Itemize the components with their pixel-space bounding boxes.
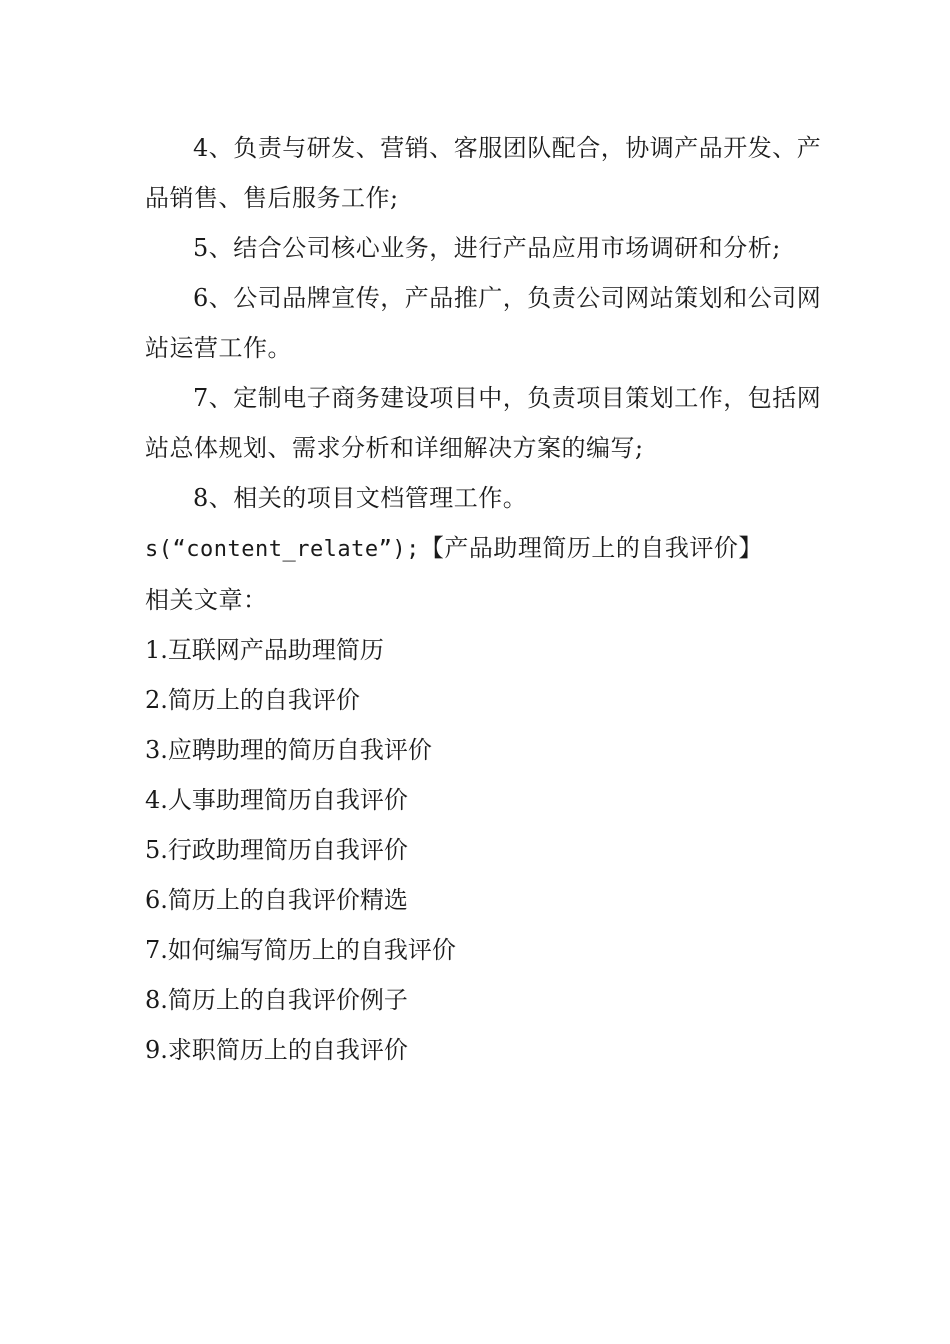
duty-item-6: 6、公司品牌宣传，产品推广，负责公司网站策划和公司网站运营工作。 xyxy=(145,284,822,362)
related-article-link[interactable]: 3.应聘助理的简历自我评价 xyxy=(145,736,432,764)
related-article-link[interactable]: 2.简历上的自我评价 xyxy=(145,686,360,714)
related-article-link[interactable]: 6.简历上的自我评价精选 xyxy=(145,886,408,914)
related-article-link[interactable]: 4.人事助理简历自我评价 xyxy=(145,786,408,814)
related-article-link[interactable]: 8.简历上的自我评价例子 xyxy=(145,986,408,1014)
script-line xyxy=(145,523,825,575)
duty-item-7: 7、定制电子商务建设项目中，负责项目策划工作，包括网站总体规划、需求分析和详细解决方案的编写; xyxy=(145,384,822,462)
duty-item-5: 5、结合公司核心业务，进行产品应用市场调研和分析; xyxy=(193,234,781,262)
document-body xyxy=(145,123,825,1075)
script-code: s(“content_relate”); xyxy=(145,537,420,562)
duty-item-8: 8、相关的项目文档管理工作。 xyxy=(193,484,528,512)
related-article-link[interactable]: 7.如何编写简历上的自我评价 xyxy=(145,936,456,964)
related-heading: 相关文章： xyxy=(145,586,268,614)
related-article-link[interactable]: 9.求职简历上的自我评价 xyxy=(145,1036,408,1064)
related-articles-list xyxy=(145,625,825,1075)
article-title: 【产品助理简历上的自我评价】 xyxy=(419,534,763,562)
related-article-link[interactable]: 1.互联网产品助理简历 xyxy=(145,636,384,664)
duty-item-4: 4、负责与研发、营销、客服团队配合，协调产品开发、产品销售、售后服务工作; xyxy=(145,134,822,212)
related-article-link[interactable]: 5.行政助理简历自我评价 xyxy=(145,836,408,864)
